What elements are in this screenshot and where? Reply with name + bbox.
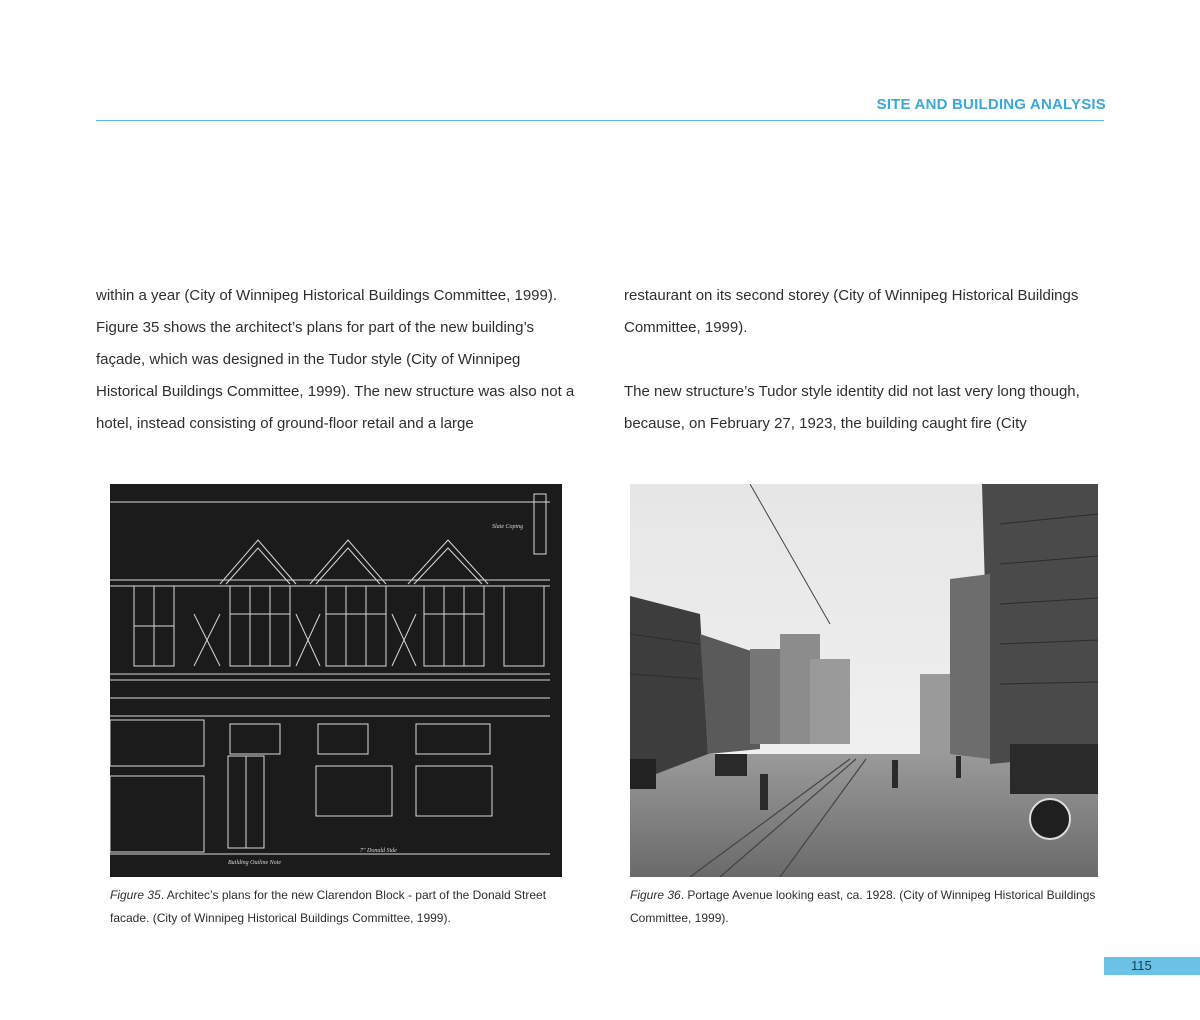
svg-text:Slate Coping: Slate Coping	[492, 524, 524, 530]
figure-label: Figure 35	[110, 888, 161, 902]
figure-35-blueprint-image	[110, 484, 562, 877]
figure-36-street-photo	[630, 484, 1098, 877]
body-paragraph: restaurant on its second storey (City of Winnipeg Historical Buildings Committee, 1999).	[624, 287, 1079, 336]
page-number: 115	[1131, 958, 1152, 973]
body-column-right	[624, 280, 1112, 440]
body-column-left	[96, 280, 584, 440]
caption-text: . Portage Avenue looking east, ca. 1928. (City of Winnipeg Historical Buildings Committee, 1999).	[630, 888, 1096, 925]
figure-35-caption	[110, 884, 570, 930]
body-paragraph: The new structure’s Tudor style identity did not last very long though, because, on February 27, 1923, the building caught fire (City	[624, 383, 1080, 432]
svg-text:7" Donald Side: 7" Donald Side	[360, 848, 397, 854]
caption-text: . Architec’s plans for the new Clarendon Block - part of the Donald Street facade. (City of Winnipeg Historical Buildings Committee, 1999).	[110, 888, 547, 925]
page-number-badge	[1104, 957, 1200, 975]
figure-36-caption	[630, 884, 1100, 930]
header-divider	[96, 120, 1104, 121]
svg-text:Building Outline Note: Building Outline Note	[228, 860, 281, 866]
figure-label: Figure 36	[630, 888, 681, 902]
body-paragraph: within a year (City of Winnipeg Historical Buildings Committee, 1999). Figure 35 shows the architect’s plans for part of the new building’s façade, which was designed in the Tudor style (City of Winnipeg Historical Buildings Committee, 1999). The new structure was also not a hotel, instead consisting of ground-floor retail and a large	[96, 287, 575, 432]
section-title: SITE AND BUILDING ANALYSIS	[876, 96, 1106, 113]
